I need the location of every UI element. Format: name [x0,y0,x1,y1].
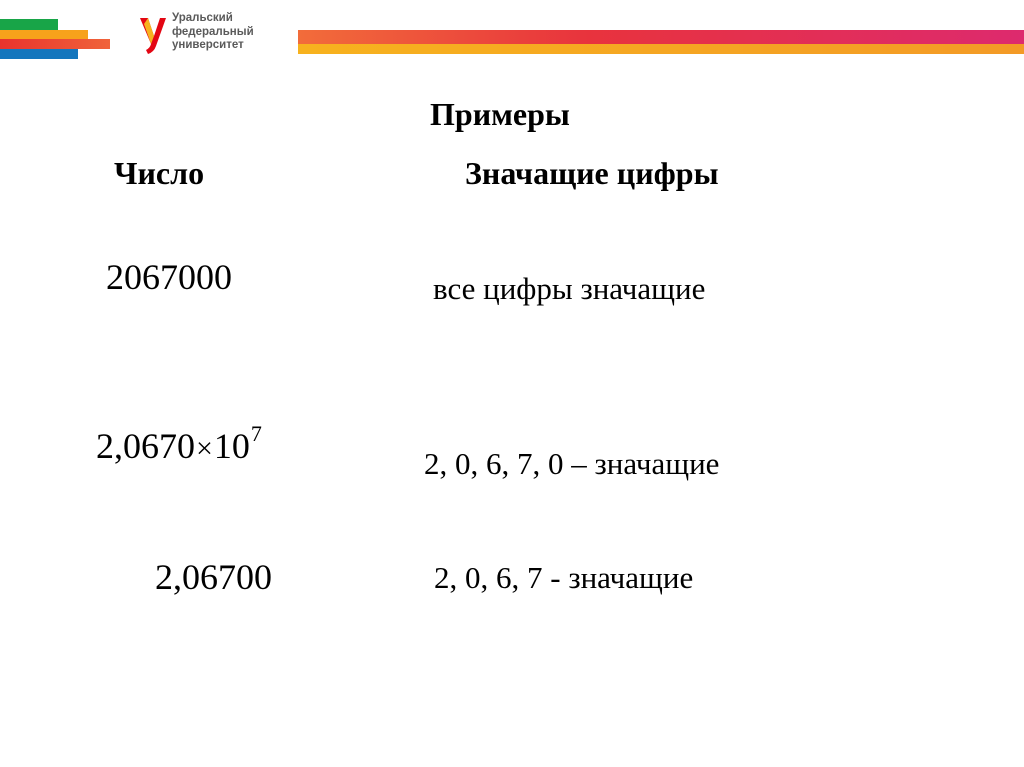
header-stripe-green [0,19,58,30]
example-number-2-exponent: 7 [250,421,262,446]
header-stripe-orange [0,30,88,39]
header-stripe-right-orange [298,44,1024,54]
example-description-2: 2, 0, 6, 7, 0 – значащие [424,446,720,481]
multiply-sign: × [196,432,213,465]
header-stripe-blue [0,49,78,59]
header-stripe-right-red [298,30,1024,44]
example-number-3: 2,06700 [155,557,272,597]
example-description-1: все цифры значащие [433,271,706,306]
column-header-significant: Значащие цифры [465,155,719,191]
university-name-line-2: федеральный [172,25,254,38]
example-number-2-mantissa: 2,0670 [96,426,195,466]
example-number-2 [96,421,262,467]
example-number-2-base: 10 [213,426,250,466]
university-name-line-3: университет [172,39,244,51]
header-stripe-red [0,39,110,49]
slide-title: Примеры [430,96,570,132]
column-header-number: Число [114,155,205,191]
example-number-1: 2067000 [106,257,232,297]
example-description-3: 2, 0, 6, 7 - значащие [434,560,694,595]
university-name [172,12,254,53]
urfu-logo-icon [138,14,168,56]
university-name-line-1: Уральский [172,12,233,24]
